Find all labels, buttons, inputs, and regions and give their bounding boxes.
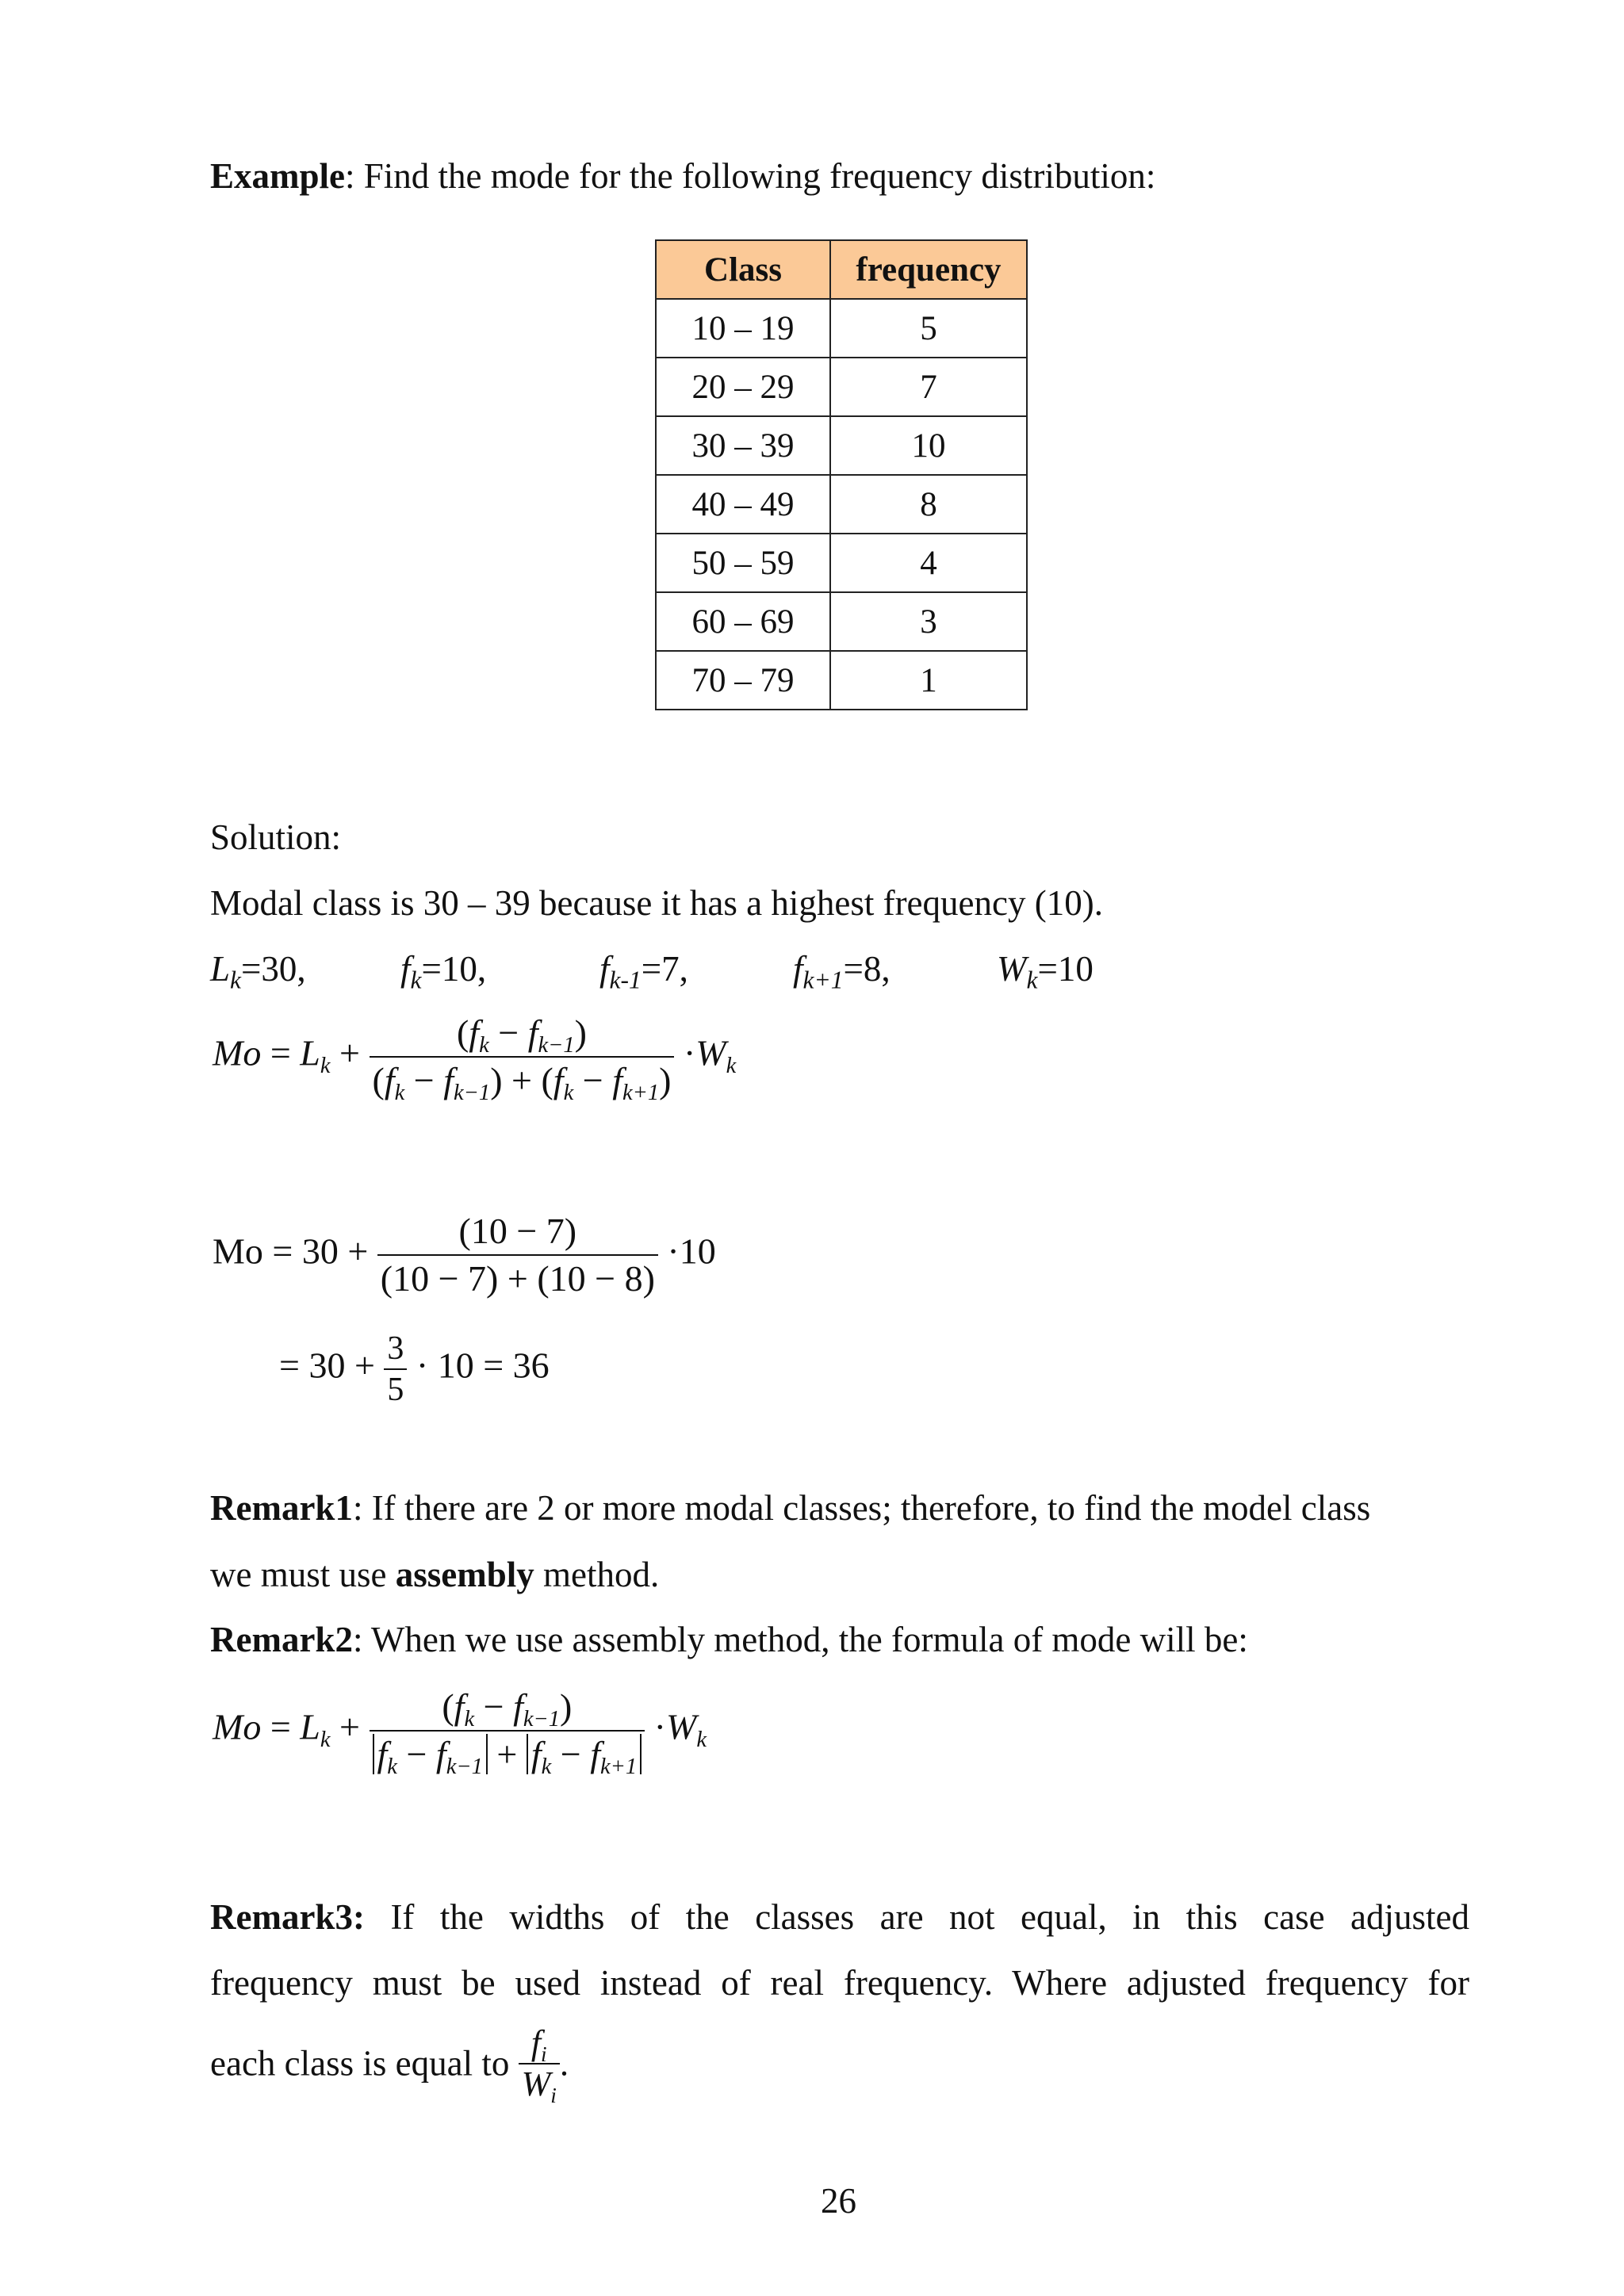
cell-class: 30 – 39: [656, 416, 830, 475]
table-header-row: [656, 240, 1027, 299]
modal-class-text: Modal class is 30 – 39 because it has a highest frequency (10).: [210, 883, 1103, 923]
cell-frequency: 3: [830, 592, 1027, 651]
cell-class: 20 – 29: [656, 358, 830, 416]
param-fk-plus-1: $f_{k+1}=8$,: [793, 949, 891, 994]
solution-title: Solution:: [210, 817, 342, 857]
example-text: : Find the mode for the following frequency distribution:: [345, 156, 1156, 196]
cell-frequency: 5: [830, 299, 1027, 358]
table-row: [656, 416, 1027, 475]
table-row: [656, 475, 1027, 534]
param-wk: $W_k=10$: [997, 949, 1094, 994]
header-frequency: frequency: [830, 240, 1027, 299]
cell-frequency: 10: [830, 416, 1027, 475]
remark1-line2: we must use assembly method.: [210, 1555, 660, 1594]
example-heading: [210, 156, 1156, 196]
adjusted-frequency-fraction: $\frac{fi}{Wi}$: [519, 2026, 560, 2102]
remark3-label: Remark3:: [210, 1897, 365, 1937]
table-row: [656, 299, 1027, 358]
example-label: Example: [210, 156, 346, 196]
page-number: 26: [821, 2181, 856, 2221]
assembly-mode-formula: Mo = Lk + $\frac{(fk - fk-1)}{fk - fk-1 + fk - fk+1}$ ·Wk: [213, 1686, 707, 1780]
param-fk: $f_k=10$,: [400, 949, 487, 994]
remark3-line2: frequency must be used instead of real frequency. Where adjusted frequency for: [210, 1963, 1469, 2003]
mode-result: = 30 + $\frac{3}{5}$ · 10 = 36: [279, 1330, 550, 1408]
mode-formula: Mo = Lk + $\frac{(fk - fk-1)}{(fk - fk-1) + (fk - fk+1)}$ ·Wk: [213, 1012, 737, 1106]
param-lk: $L_k=30$,: [210, 949, 306, 994]
table-row: [656, 592, 1027, 651]
cell-class: 60 – 69: [656, 592, 830, 651]
table-row: [656, 651, 1027, 710]
remark1-label: Remark1: [210, 1488, 353, 1528]
param-fk-minus-1: $f_{k-1}=7$,: [599, 949, 688, 994]
remark2-line: Remark2: When we use assembly method, the formula of mode will be:: [210, 1620, 1248, 1659]
cell-class: 70 – 79: [656, 651, 830, 710]
cell-frequency: 1: [830, 651, 1027, 710]
remark2-label: Remark2: [210, 1620, 353, 1659]
cell-frequency: 7: [830, 358, 1027, 416]
remark1-line1: Remark1: If there are 2 or more modal classes; therefore, to find the model class: [210, 1488, 1371, 1528]
table-row: [656, 534, 1027, 592]
frequency-table: [655, 239, 1028, 710]
header-class: Class: [656, 240, 830, 299]
remark3-line3: each class is equal to $\frac{fi}{Wi}$ .: [210, 2023, 569, 2107]
cell-frequency: 8: [830, 475, 1027, 534]
cell-class: 50 – 59: [656, 534, 830, 592]
table-row: [656, 358, 1027, 416]
cell-frequency: 4: [830, 534, 1027, 592]
cell-class: 40 – 49: [656, 475, 830, 534]
cell-class: 10 – 19: [656, 299, 830, 358]
mode-calculation: Mo = 30 + $\frac{(10 - 7)}{(10 - 7) + (10 - 8)}$ ·10: [213, 1211, 716, 1299]
remark3-line1: Remark3: If the widths of the classes are not equal, in this case adjusted: [210, 1897, 1470, 1937]
